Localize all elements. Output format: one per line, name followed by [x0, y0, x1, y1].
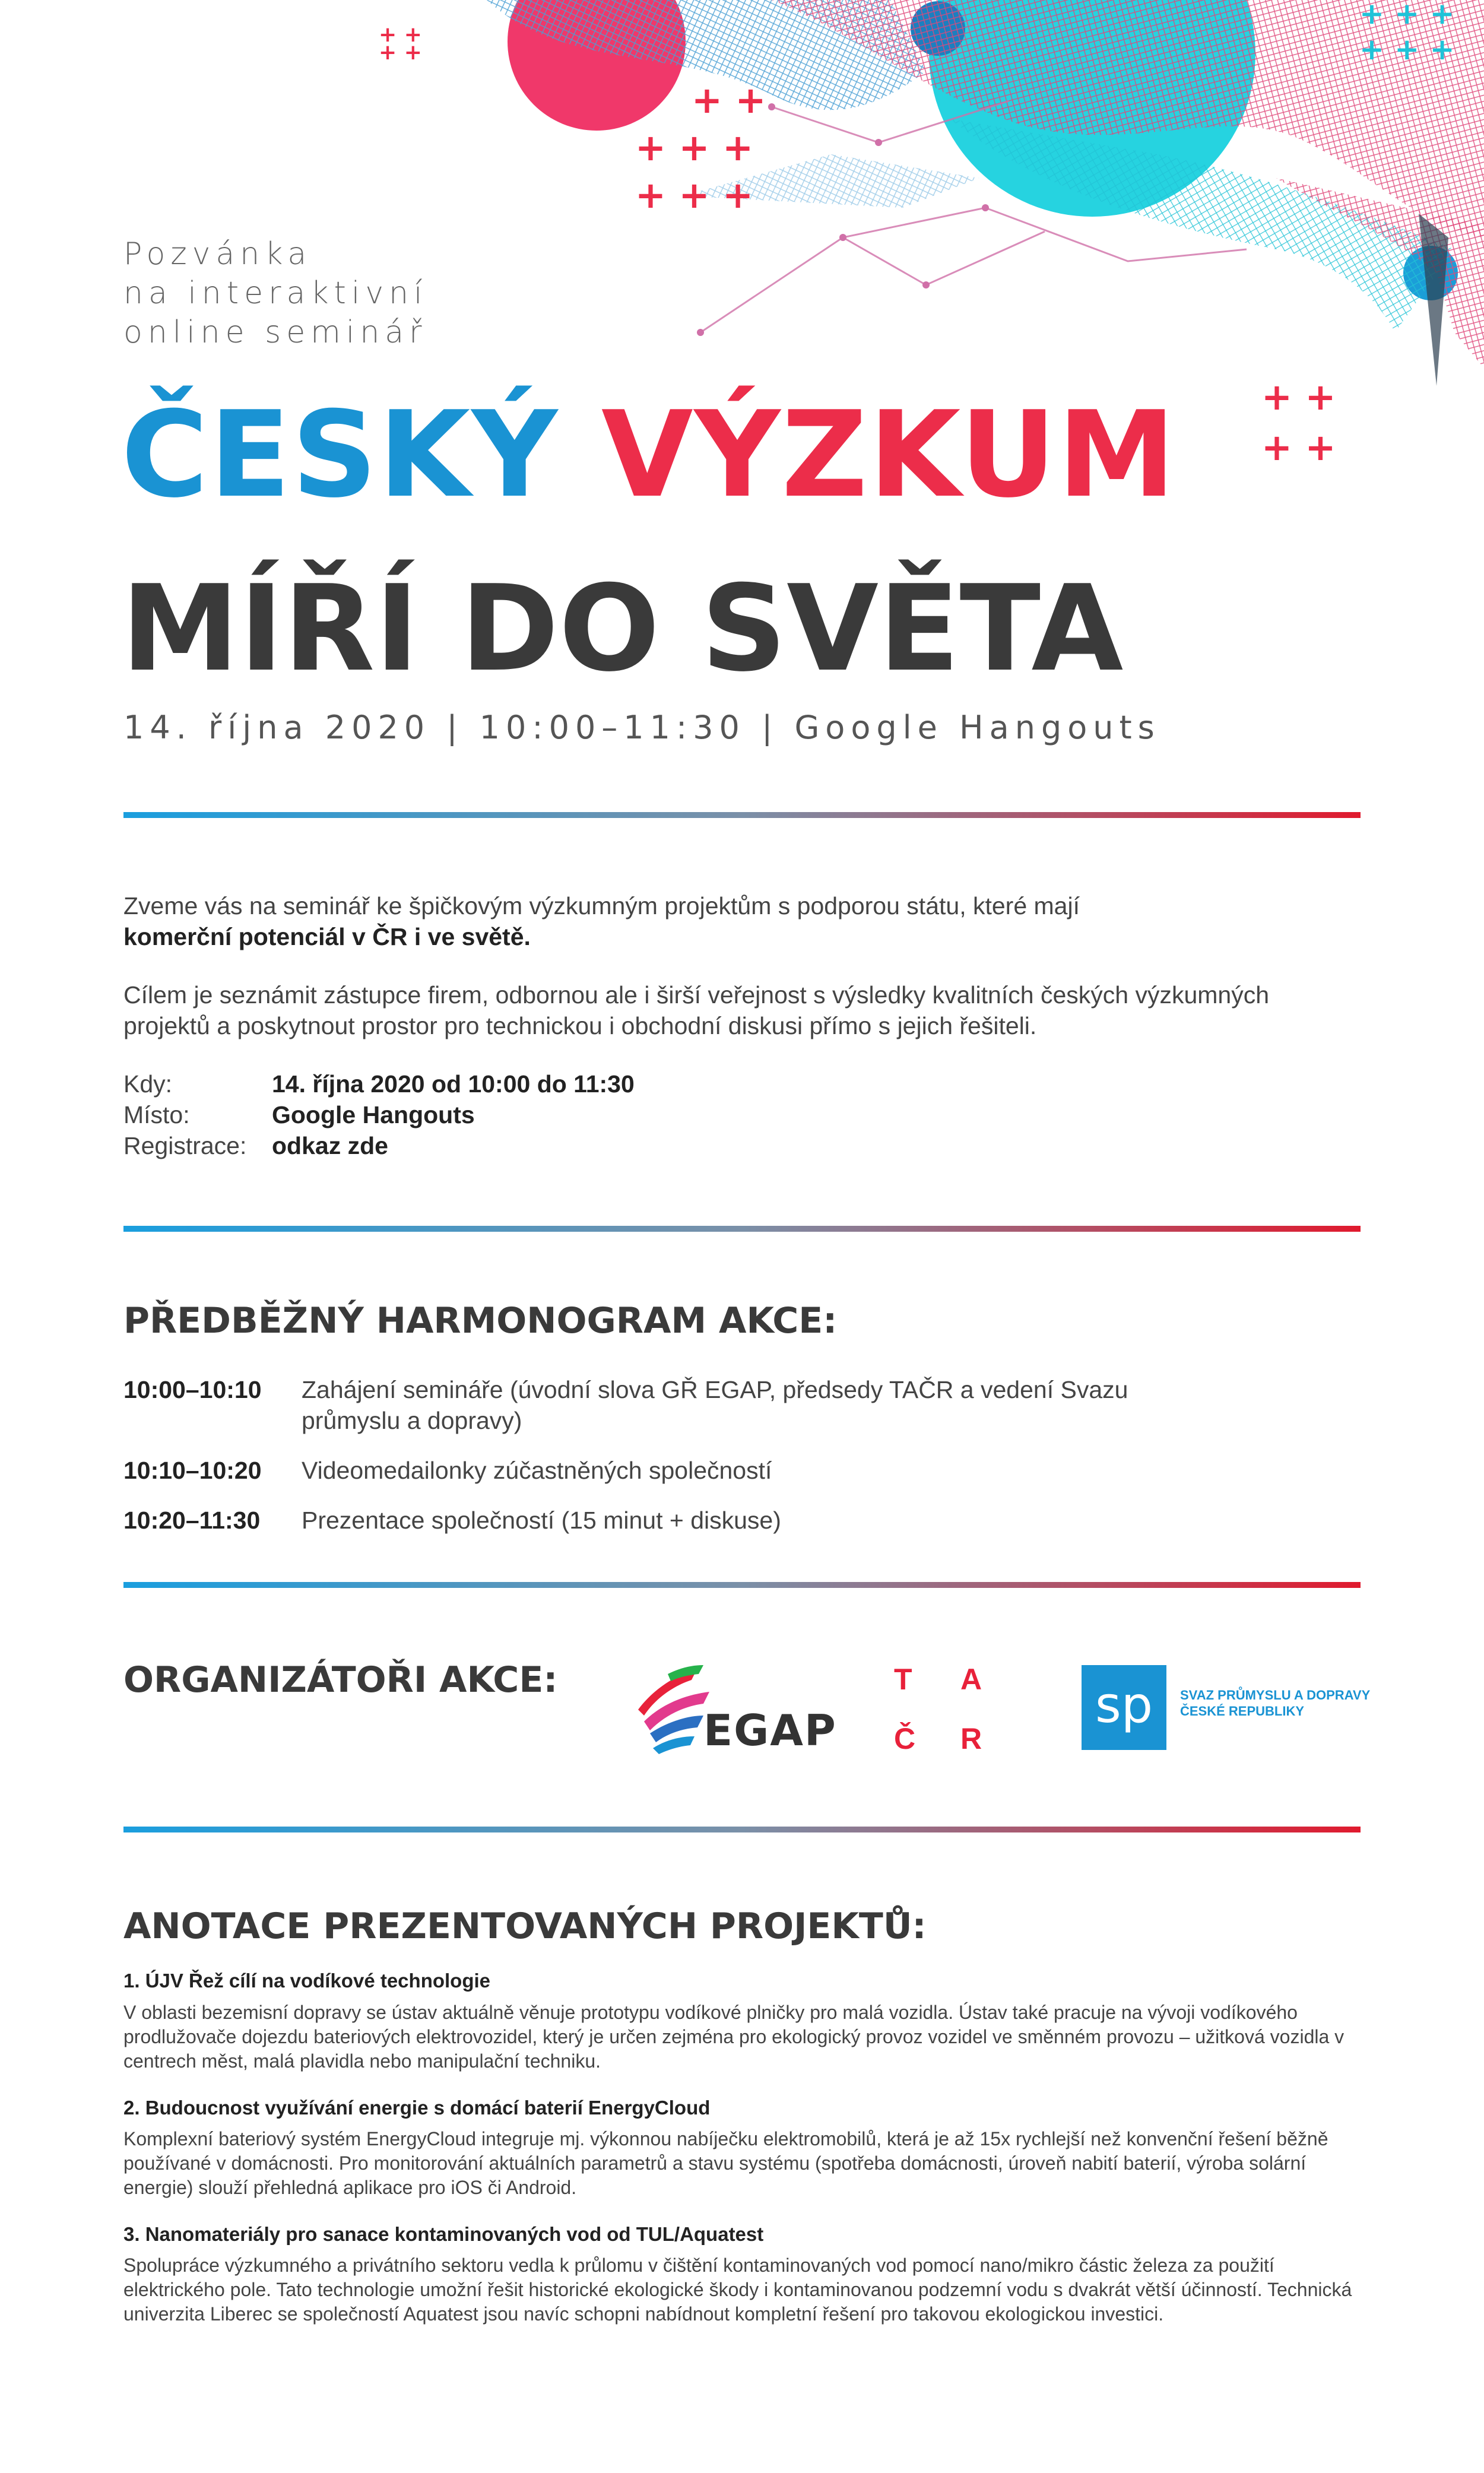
svg-text:+ + +: + + + — [635, 126, 754, 169]
detail-row-registration — [123, 1130, 635, 1161]
svg-text:+ +: + + — [692, 78, 766, 122]
sp-logo-mark: sp — [1082, 1665, 1166, 1750]
divider — [123, 1582, 1361, 1588]
tacr-letter: A — [960, 1663, 982, 1696]
intro-paragraph-1 — [123, 890, 1370, 952]
svg-text:+ + +: + + + — [635, 173, 754, 217]
registration-link[interactable]: odkaz zde — [272, 1132, 388, 1159]
svg-text:+ +: + + — [379, 40, 422, 65]
organizers-heading: ORGANIZÁTOŘI AKCE: — [123, 1659, 558, 1701]
projects-heading: ANOTACE PREZENTOVANÝCH PROJEKTŮ: — [123, 1906, 927, 1947]
invitation — [123, 234, 428, 352]
schedule-desc: Prezentace společností (15 minut + diskuse) — [302, 1507, 781, 1534]
svg-text:+ + +: + + + — [1359, 32, 1455, 66]
schedule-list — [123, 1374, 1192, 1555]
intro-bold: komerční potenciál v ČR i ve světě. — [123, 923, 531, 950]
event-dateline: 14. října 2020 | 10:00–11:30 | Google Hangouts — [123, 709, 1160, 746]
detail-row-when — [123, 1069, 635, 1099]
detail-label: Místo: — [123, 1101, 190, 1128]
svg-text:+ +: + + — [379, 23, 422, 47]
title-line-2: MÍŘÍ DO SVĚTA — [121, 560, 1124, 698]
title-word-cesky: ČESKÝ — [121, 386, 559, 524]
schedule-desc: Videomedailonky zúčastněných společností — [302, 1457, 772, 1484]
schedule-heading: PŘEDBĚŽNÝ HARMONOGRAM AKCE: — [123, 1300, 838, 1342]
tacr-letter: T — [894, 1663, 912, 1696]
schedule-item — [123, 1374, 1192, 1436]
svg-text:+ +: + + — [1261, 426, 1336, 469]
divider — [123, 812, 1361, 818]
svg-text:+ + +: + + + — [1359, 0, 1455, 31]
invitation-line-3: online seminář — [123, 315, 427, 350]
tacr-logo — [890, 1662, 997, 1763]
detail-row-place — [123, 1099, 635, 1130]
divider — [123, 1827, 1361, 1832]
schedule-time: 10:00–10:10 — [123, 1376, 262, 1403]
invitation-line-2: na interaktivní — [123, 275, 428, 311]
sp-name-line-1: SVAZ PRŮMYSLU A DOPRAVY — [1180, 1688, 1371, 1702]
project-body: V oblasti bezemisní dopravy se ústav aktuálně věnuje prototypu vodíkové plničky pro malá vozidla. Ústav také pracuje na vývoji vodíkového prodlužovače dojezdu bateriových elektrovozidel, který je určen zejména pro ekologický provoz vozidel ve směnném provozu – užitková vozidla v centrech měst, malá plavidla nebo manipulační techniku. — [123, 2002, 1345, 2072]
egap-logo-text: EGAP — [703, 1705, 837, 1755]
schedule-desc: Zahájení semináře (úvodní slova GŘ EGAP, předsedy TAČR a vedení Svazu průmyslu a dopravy) — [302, 1376, 1128, 1434]
detail-label: Kdy: — [123, 1070, 173, 1098]
invitation-line-1: Pozvánka — [123, 236, 312, 272]
intro-text: Zveme vás na seminář ke špičkovým výzkumným projektům s podporou státu, které mají — [123, 892, 1080, 920]
project-title: 3. Nanomateriály pro sanace kontaminovaných vod od TUL/Aquatest — [123, 2223, 764, 2245]
schedule-item — [123, 1505, 1192, 1536]
project-title: 2. Budoucnost využívání energie s domácí baterií EnergyCloud — [123, 2097, 711, 2119]
divider — [123, 1226, 1361, 1232]
intro-paragraph-2: Cílem je seznámit zástupce firem, odbornou ale i širší veřejnost s výsledky kvalitních českých výzkumných projektů a poskytnout prostor pro technickou i obchodní diskusi přímo s jejich řešiteli. — [123, 981, 1270, 1039]
detail-value: 14. října 2020 od 10:00 do 11:30 — [272, 1070, 635, 1098]
tacr-letter: Č — [894, 1722, 916, 1755]
project-body: Spolupráce výzkumného a privátního sektoru vedla k průlomu v čištění kontaminovaných vod pomocí nano/mikro částic železa za použití elektrického pole. Tato technologie umožní řešit historické ekologické škody i kontaminovanou podzemní vodu s dvakrát větší účinností. Technická univerzita Liberec se společností Aquatest jsou navíc schopni nabídnout kompletní řešení pro takovou ekologickou investici. — [123, 2255, 1352, 2325]
project-title: 1. ÚJV Řež cílí na vodíkové technologie — [123, 1970, 491, 1992]
project-body: Komplexní bateriový systém EnergyCloud integruje mj. výkonnou nabíječku elektromobilů, která je až 15x rychlejší než konvenční řešení běžně používané v domácnosti. Pro monitorování aktuálních parametrů a stavu systému (spotřeba domácnosti, úroveň nabití baterií, výroba solární energie) slouží přehledná aplikace pro iOS či Android. — [123, 2128, 1328, 2198]
svg-text:+ +: + + — [1261, 375, 1336, 418]
detail-label: Registrace: — [123, 1132, 247, 1159]
schedule-time: 10:10–10:20 — [123, 1457, 262, 1484]
title-word-vyzkum: VÝZKUM — [601, 386, 1177, 524]
schedule-time: 10:20–11:30 — [123, 1507, 261, 1534]
title-line-1 — [121, 386, 1177, 524]
tacr-letter: R — [960, 1722, 982, 1755]
detail-value: Google Hangouts — [272, 1101, 475, 1128]
schedule-item — [123, 1455, 1192, 1486]
sp-name-line-2: ČESKÉ REPUBLIKY — [1180, 1704, 1305, 1719]
event-details — [123, 1069, 635, 1161]
sp-logo-text — [1180, 1687, 1370, 1719]
